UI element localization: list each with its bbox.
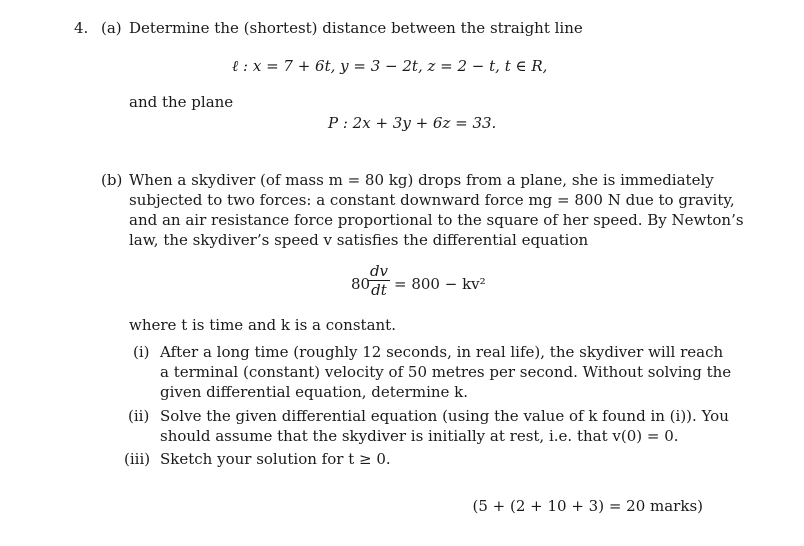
subpart-i-text [160,342,732,402]
part-b-label: (b) [101,171,123,189]
subpart-line: Solve the given differential equation (using the value of k found in (i)). You [160,407,729,425]
part-b-paragraph [129,170,744,250]
subpart-iii-label: (iii) [124,450,151,468]
where-text: where t is time and k is a constant. [129,316,396,334]
subpart-iii-text [160,449,703,469]
part-b-line: When a skydiver (of mass m = 80 kg) drops from a plane, she is immediately [129,171,714,189]
part-b-line: and an air resistance force proportional to the square of her speed. By Newton’s [129,211,744,229]
subpart-line: should assume that the skydiver is initially at rest, i.e. that v(0) = 0. [160,427,679,445]
subpart-line: Sketch your solution for t ≥ 0. [160,450,391,468]
subpart-line: given differential equation, determine k. [160,383,469,401]
part-b-line: law, the skydiver’s speed v satisfies the differential equation [129,231,589,249]
subpart-i-label: (i) [133,343,150,361]
part-a-intro: Determine the (shortest) distance between the straight line [129,19,583,37]
subpart-ii-label: (ii) [128,407,150,425]
subpart-line: a terminal (constant) velocity of 50 metres per second. Without solving the [160,363,732,381]
equation-fraction [368,262,390,299]
part-a-label: (a) [101,19,122,37]
question-number: 4. [74,19,89,37]
plane-equation: P : 2x + 3y + 6z = 33. [328,114,497,132]
subpart-line: After a long time (roughly 12 seconds, in real life), the skydiver will reach [160,343,724,361]
part-b-line: subjected to two forces: a constant downward force mg = 800 N due to gravity, [129,191,735,209]
subpart-ii-text [160,406,729,446]
equation-rhs: = 800 − kv² [394,275,486,293]
part-a-connector: and the plane [129,93,234,111]
equation-coefficient: 80 [351,275,371,293]
marks-allocation: (5 + (2 + 10 + 3) = 20 marks) [472,497,703,515]
line-equation: ℓ : x = 7 + 6t, y = 3 − 2t, z = 2 − t, t ∈ R, [232,57,548,75]
fraction-denominator: dt [371,281,387,299]
fraction-numerator: dv [369,262,389,280]
